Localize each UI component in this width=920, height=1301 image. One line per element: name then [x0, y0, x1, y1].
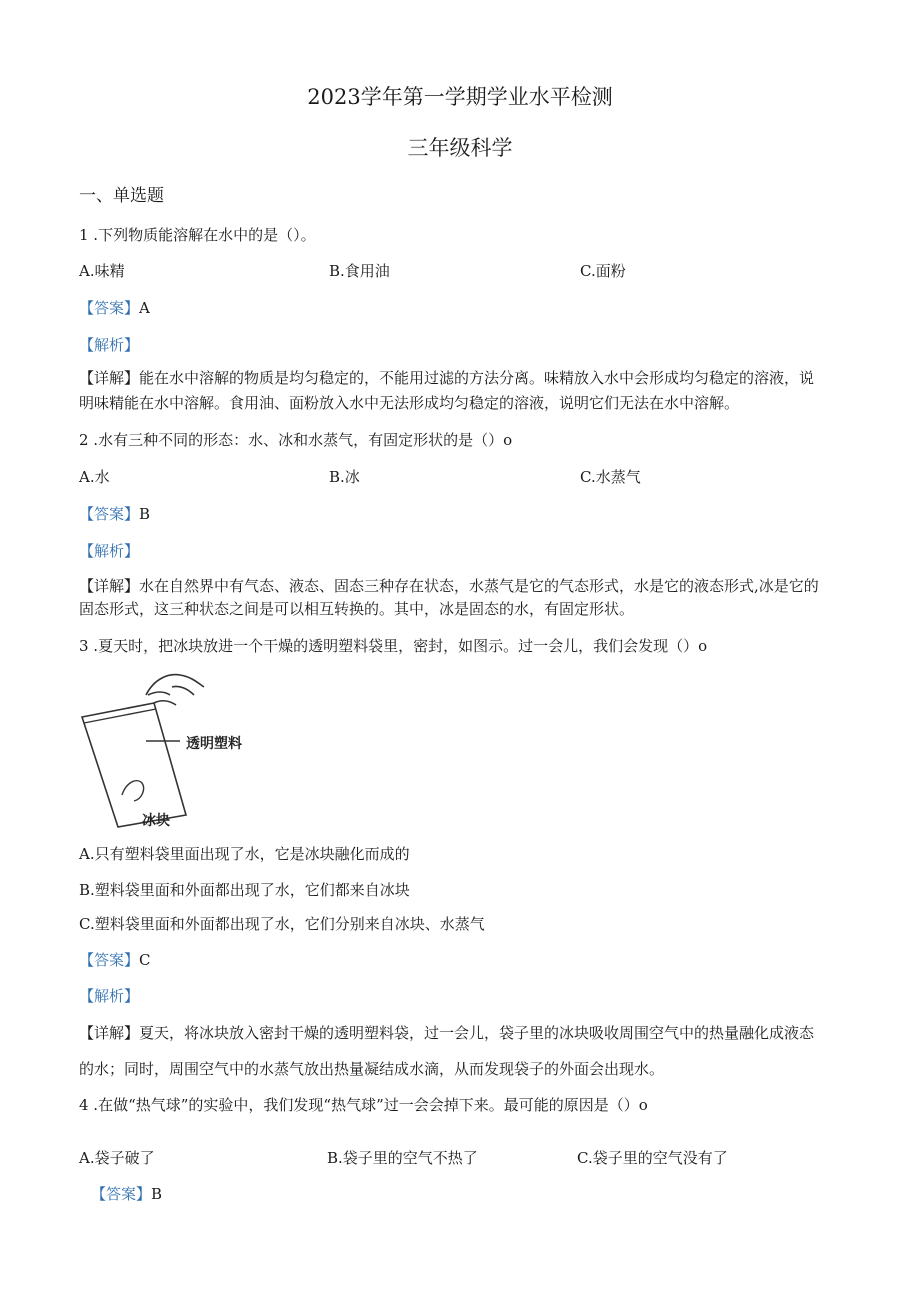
- question-3-option-c: C.塑料袋里面和外面都出现了水，它们分别来自冰块、水蒸气: [79, 915, 485, 933]
- detail-text: 夏天，将冰块放入密封干燥的透明塑料袋，过一会儿，袋子里的冰块吸收周围空气中的热量融化成液态: [139, 1024, 815, 1042]
- question-3-answer: [79, 950, 151, 970]
- question-1-analysis-tag: 【解析】: [79, 336, 140, 354]
- question-3-stem: 3 .夏天时，把冰块放进一个干燥的透明塑料袋里，密封，如图示。过一会儿，我们会发现（）o: [79, 637, 708, 655]
- question-1-option-c: C.面粉: [580, 262, 626, 280]
- question-2-option-b: B.冰: [329, 468, 360, 486]
- question-2-option-a: A.水: [79, 468, 110, 486]
- question-3-option-a: A.只有塑料袋里面出现了水，它是冰块融化而成的: [79, 845, 410, 863]
- ice-bag-figure: [76, 665, 256, 833]
- answer-tag: 【答案】: [79, 299, 140, 317]
- question-1-option-b: B.食用油: [329, 262, 390, 280]
- question-4-option-b: B.袋子里的空气不热了: [327, 1149, 478, 1167]
- answer-tag: 【答案】: [91, 1185, 152, 1203]
- question-2-detail: [79, 571, 819, 625]
- bag-outline: [82, 703, 186, 827]
- detail-tag: 【详解】: [79, 369, 140, 387]
- answer-tag: 【答案】: [79, 951, 140, 969]
- question-3-detail: [79, 1015, 814, 1087]
- question-2-answer: [79, 504, 150, 524]
- document-subtitle: 三年级科学: [407, 136, 513, 160]
- figure-label-bag: 透明塑料: [186, 736, 242, 752]
- question-3-analysis-tag: 【解析】: [79, 987, 140, 1005]
- document-title: 2023学年第一学期学业水平检测: [307, 85, 613, 109]
- question-3-option-b: B.塑料袋里面和外面都出现了水，它们都来自冰块: [79, 881, 410, 899]
- section-heading: 一、单选题: [79, 186, 164, 206]
- answer-tag: 【答案】: [79, 505, 140, 523]
- answer-value: C: [139, 951, 151, 969]
- figure-label-ice: 冰块: [142, 813, 170, 829]
- question-4-option-a: A.袋子破了: [79, 1149, 155, 1167]
- ice-cube-drawing: [122, 781, 144, 801]
- question-1-answer: [79, 298, 150, 318]
- detail-tag: 【详解】: [79, 1024, 140, 1042]
- question-2-analysis-tag: 【解析】: [79, 542, 140, 560]
- answer-value: A: [139, 299, 150, 317]
- answer-value: B: [139, 505, 151, 523]
- answer-value: B: [151, 1185, 163, 1203]
- hand-drawing: [146, 675, 204, 705]
- detail-text: 水在自然界中有气态、液态、固态三种存在状态，水蒸气是它的气态形式，水是它的液态形式,冰是它的: [139, 577, 819, 595]
- question-2-option-c: C.水蒸气: [580, 468, 641, 486]
- detail-line-2: 的水；同时，周围空气中的水蒸气放出热量凝结成水滴，从而发现袋子的外面会出现水。: [79, 1060, 665, 1078]
- question-1-option-a: A.味精: [79, 262, 125, 280]
- detail-text: 能在水中溶解的物质是均匀稳定的，不能用过滤的方法分离。味精放入水中会形成均匀稳定的溶液，说: [139, 369, 815, 387]
- question-1-detail: [79, 363, 814, 419]
- bag-seal: [84, 709, 156, 723]
- question-4-option-c: C.袋子里的空气没有了: [577, 1149, 728, 1167]
- question-2-stem: 2 .水有三种不同的形态：水、冰和水蒸气，有固定形状的是（）o: [79, 431, 513, 449]
- question-4-answer: [91, 1184, 162, 1204]
- question-1-stem: 1 .下列物质能溶解在水中的是（）。: [79, 226, 316, 244]
- detail-tag: 【详解】: [79, 577, 140, 595]
- detail-line-2: 固态形式，这三种状态之间是可以相互转换的。其中，冰是固态的水，有固定形状。: [79, 600, 635, 618]
- detail-line-1: [79, 1015, 814, 1051]
- detail-line-2: 明味精能在水中溶解。食用油、面粉放入水中无法形成均匀稳定的溶液，说明它们无法在水中溶解。: [79, 394, 740, 412]
- question-4-stem: 4 .在做“热气球”的实验中，我们发现“热气球”过一会会掉下来。最可能的原因是（）o: [79, 1096, 648, 1114]
